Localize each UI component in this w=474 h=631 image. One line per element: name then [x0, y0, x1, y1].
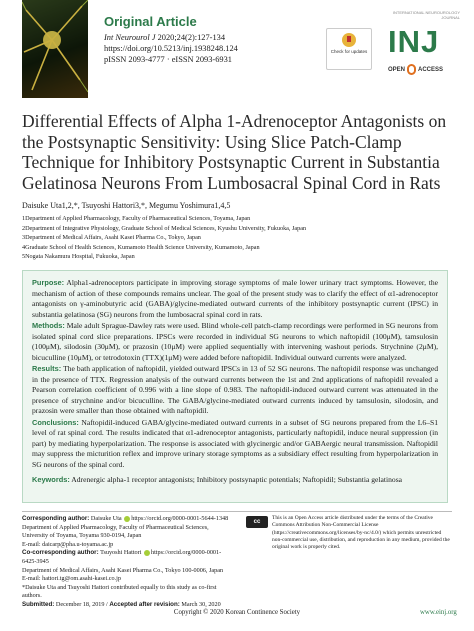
co-corresponding-dept: Department of Medical Affairs, Asahi Kasei Pharma Co., Tokyo 100-0006, Japan: [22, 566, 224, 574]
results-text: The bath application of naftopidil, yielded outward IPSCs in 13 of 52 SG neurons. The naftopidil response was unchanged in the presence of TTX. Regression analysis of the outward currents between the 1st and 2nd applications of naftopidil revealed a Pearson correlation coefficient of 0.996 with a line slope of 0.983. The naftopidil-induced outward current was attenuated in the presence of strychnine and/or bicuculline. The GABA/glycine-mediated outward currents induced by tamsulosin, silodosin, and prazosin were smaller than those obtained with naftopidil.: [32, 364, 438, 415]
journal-name-small: INTERNATIONAL NEUROUROLOGY JOURNAL: [392, 10, 460, 20]
creative-commons-badge[interactable]: cc: [246, 516, 268, 528]
article-title: Differential Effects of Alpha 1-Adrenoceptor Antagonists on the Postsynaptic Sensitivity: Using Slice Patch-Clamp Technique for Inhibitory Postsynaptic Current in Substantia Gelatinosa Neurons From Lumbosacral Spinal Cord in Rats: [22, 111, 447, 193]
author-list: Daisuke Uta1,2,*, Tsuyoshi Hattori3,*, Megumu Yoshimura1,4,5: [22, 201, 231, 210]
co-corresponding-email[interactable]: E-mail: hattori.tg@om.asahi-kasei.co.jp: [22, 575, 121, 583]
corresponding-author-dept: Department of Applied Pharmacology, Faculty of Pharmaceutical Sciences, University of Toyama, Toyama 930-0194, Japan: [22, 523, 209, 540]
methods-text: Male adult Sprague-Dawley rats were used. Blind whole-cell patch-clamp recordings were performed in SG neurons from isolated spinal cord slice preparations. IPSCs were recorded in individual SG neurons to which naftopidil (100μM), tamsulosin (100μM), silodosin (30μM), or prazosin (10μM) were applied sequentially with intervening washout periods. Strychnine (2μM), bicuculline (10μM), or tetrodotoxin (TTX)(1μM) were added before naftopidil. Individual outward currents were analyzed.: [32, 321, 438, 362]
conclusions-text: Naftopidil-induced GABA/glycine-mediated outward currents in a subset of SG neurons prepared from the L6–S1 level of rat spinal cord. The results indicated that α1-adrenoceptor antagonists, particularly naftopidil, induce neural suppression (in part) by mediating hyperpolarization. The response is associated with glycinergic and/or GABAergic neural transmission. Naftopidil may suppress the micturition reflex and improve urinary storage symptoms as a subsidiary effect resulting from hyperpolarization in SG neurons of the spinal cord.: [32, 417, 438, 469]
corresponding-author-email[interactable]: E-mail: daicarp@pha.u-toyama.ac.jp: [22, 540, 114, 548]
open-access-lock-icon: [407, 64, 416, 75]
abstract-purpose: [32, 278, 438, 320]
purpose-label: Purpose:: [32, 278, 65, 287]
affiliation-item: 3Department of Medical Affairs, Asahi Kasei Pharma Co., Tokyo, Japan: [22, 234, 201, 242]
accepted-date: March 30, 2020: [181, 600, 221, 608]
co-corresponding-name: Tsuyoshi Hattori: [100, 549, 142, 557]
updates-label: Check for updates: [330, 49, 368, 54]
issn-line: pISSN 2093-4777 · eISSN 2093-6931: [104, 55, 232, 64]
affiliations: [22, 214, 306, 262]
co-corresponding-label: Co-corresponding author:: [22, 549, 99, 557]
journal-logo: INJ: [388, 24, 440, 59]
open-word: OPEN: [388, 67, 406, 74]
journal-url[interactable]: www.einj.org: [420, 609, 457, 616]
results-label: Results:: [32, 364, 62, 373]
affiliation-item: 2Department of Integrative Physiology, Graduate School of Medical Sciences, Kyushu University, Fukuoka, Japan: [22, 224, 307, 232]
license-text: This is an Open Access article distributed under the terms of the Creative Commons Attribution Non-Commercial License (https://creativecommons.org/licenses/by-nc/4.0/) which permits unrestricted non-commercial use, distribution, and reproduction in any medium, provided the original work is properly cited.: [272, 515, 450, 551]
check-for-updates-badge[interactable]: [326, 28, 372, 70]
section-label: Original Article: [104, 14, 197, 29]
abstract-keywords: [32, 475, 438, 486]
abstract-box: [22, 270, 448, 503]
purpose-text: Alpha1-adrenoceptors participate in improving storage symptoms of male lower urinary tract symptoms. However, the mechanism of action of these compounds remains unclear. The goal of the present study was to clarify the effect of α1-adrenoceptor antagonists on γ-aminobutyric acid (GABA)/glycine-mediated outward currents of the inhibitory postsynaptic current (IPSC) in substantia gelatinosa (SG) neurons from the lumbosacral spinal cord in rats.: [32, 278, 438, 319]
access-word: ACCESS: [418, 67, 444, 74]
correspondence-block: [22, 515, 232, 610]
divider: [22, 511, 452, 512]
open-access-logo: [388, 64, 443, 75]
corresponding-author-label: Corresponding author:: [22, 515, 90, 522]
abstract-methods: [32, 321, 438, 363]
updates-icon: [342, 33, 356, 47]
corresponding-author-name: Daisuke Uta: [90, 515, 122, 522]
conclusions-label: Conclusions:: [32, 417, 79, 427]
orcid-icon: [144, 550, 150, 556]
orcid-icon: [124, 516, 130, 522]
orcid-link[interactable]: https://orcid.org/0000-0001-5644-1348: [131, 515, 229, 522]
accepted-label: Accepted after revision:: [109, 600, 180, 608]
copyright-footer: Copyright © 2020 Korean Continence Society: [173, 609, 301, 616]
citation-block: [104, 32, 238, 65]
methods-label: Methods:: [32, 321, 65, 330]
keywords-label: Keywords:: [32, 475, 70, 484]
affiliation-item: 5Nogata Nakamura Hospital, Fukuoka, Japan: [22, 253, 135, 261]
equal-contribution-note: *Daisuke Uta and Tsuyoshi Hattori contributed equally to this study as co-first authors.: [22, 583, 217, 600]
article-header: [104, 14, 238, 65]
journal-abbreviation: Int Neurourol J: [104, 33, 156, 42]
abstract-results: [32, 364, 438, 417]
affiliation-item: 4Graduate School of Health Sciences, Kumamoto Health Science University, Kumamoto, Japan: [22, 243, 260, 251]
affiliation-item: 1Department of Applied Pharmacology, Faculty of Pharmaceutical Sciences, Toyama, Japan: [22, 215, 251, 222]
submitted-date: December 18, 2019: [55, 600, 105, 608]
doi-link[interactable]: https://doi.org/10.5213/inj.1938248.124: [104, 44, 238, 53]
submission-dates: Submitted: December 18, 2019 / Accepted after revision: March 30, 2020: [22, 600, 221, 608]
submitted-label: Submitted:: [22, 600, 55, 608]
neuron-illustration: [22, 0, 88, 98]
journal-cover-image: [22, 0, 88, 98]
orcid-link[interactable]: https://orcid.org/0000-0001-6425-3945: [22, 549, 222, 565]
keywords-text: Adrenergic alpha-1 receptor antagonists; Inhibitory postsynaptic potentials; Naftopidil; Substantia gelatinosa: [71, 475, 403, 484]
citation-volume: 2020;24(2):127-134: [157, 33, 226, 42]
abstract-conclusions: [32, 418, 438, 471]
